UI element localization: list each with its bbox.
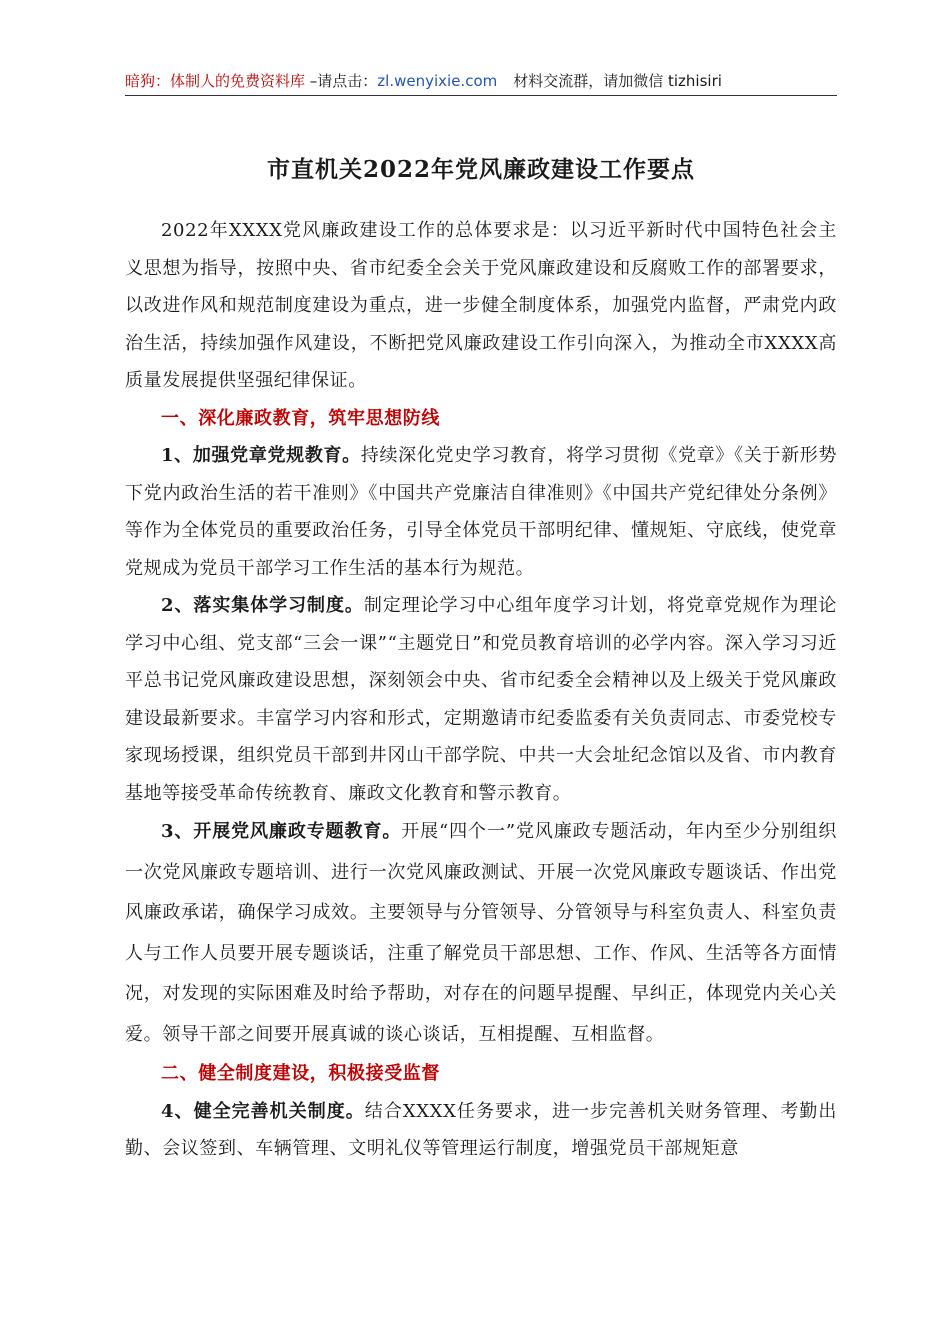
item-paragraph-3: [125, 812, 837, 1055]
item-text-3: 开展“四个一”党风廉政专题活动，年内至少分别组织一次党风廉政专题培训、进行一次党风廉政测试、开展一次党风廉政专题谈话、作出党风廉政承诺，确保学习成效。主要领导与分管领导、分管领导与科室负责人、科室负责人与工作人员要开展专题谈话，注重了解党员干部思想、工作、作风、生活等各方面情况，对发现的实际困难及时给予帮助，对存在的问题早提醒、早纠正，体现党内关心关爱。领导干部之间要开展真诚的谈心谈话，互相提醒、互相监督。: [125, 821, 837, 1045]
item-text-4: 结合XXXX任务要求，进一步完善机关财务管理、考勤出勤、会议签到、车辆管理、文明礼仪等管理运行制度，增强党员干部规矩意: [125, 1100, 837, 1159]
header-divider: [125, 95, 837, 96]
item-lead-4: 4、健全完善机关制度。: [161, 1100, 365, 1122]
item-paragraph-1: [125, 437, 837, 587]
header-wechat: 材料交流群，请加微信 tizhisiri: [513, 72, 722, 90]
document-body: [125, 212, 837, 1168]
header-brand: 暗狗：体制人的免费资料库: [125, 72, 306, 90]
item-text-2: 制定理论学习中心组年度学习计划，将党章党规作为理论学习中心组、党支部“三会一课”“主题党日”和党员教育培训的必学内容。深入学习习近平总书记党风廉政建设思想，深刻领会中央、省市纪委全会精神以及上级关于党风廉政建设最新要求。丰富学习内容和形式，定期邀请市纪委监委有关负责同志、市委党校专家现场授课，组织党员干部到井冈山干部学院、中共一大会址纪念馆以及省、市内教育基地等接受革命传统教育、廉政文化教育和警示教育。: [125, 595, 837, 804]
item-text-1: 持续深化党史学习教育，将学习贯彻《党章》《关于新形势下党内政治生活的若干准则》《中国共产党廉洁自律准则》《中国共产党纪律处分条例》等作为全体党员的重要政治任务，引导全体党员干部明纪律、懂规矩、守底线，使党章党规成为党员干部学习工作生活的基本行为规范。: [125, 445, 837, 579]
item-paragraph-4: [125, 1093, 837, 1168]
section-heading-2: 二、健全制度建设，积极接受监督: [161, 1063, 440, 1084]
item-lead-2: 2、落实集体学习制度。: [161, 595, 364, 616]
item-paragraph-2: [125, 587, 837, 812]
document-title: 市直机关2022年党风廉政建设工作要点: [266, 156, 695, 183]
intro-paragraph: 2022年XXXX党风廉政建设工作的总体要求是：以习近平新时代中国特色社会主义思想为指导，按照中央、省市纪委全会关于党风廉政建设和反腐败工作的部署要求，以改进作风和规范制度建设为重点，进一步健全制度体系，加强党内监督，严肃党内政治生活，持续加强作风建设，不断把党风廉政建设工作引向深入，为推动全市XXXX高质量发展提供坚强纪律保证。: [125, 220, 837, 391]
page-header: [125, 68, 837, 94]
section-heading-1: 一、深化廉政教育，筑牢思想防线: [161, 407, 440, 429]
header-click-text: –请点击：: [305, 72, 378, 90]
item-lead-1: 1、加强党章党规教育。: [161, 445, 361, 466]
header-link[interactable]: zl.wenyixie.com: [377, 72, 498, 90]
item-lead-3: 3、开展党风廉政专题教育。: [161, 821, 402, 842]
